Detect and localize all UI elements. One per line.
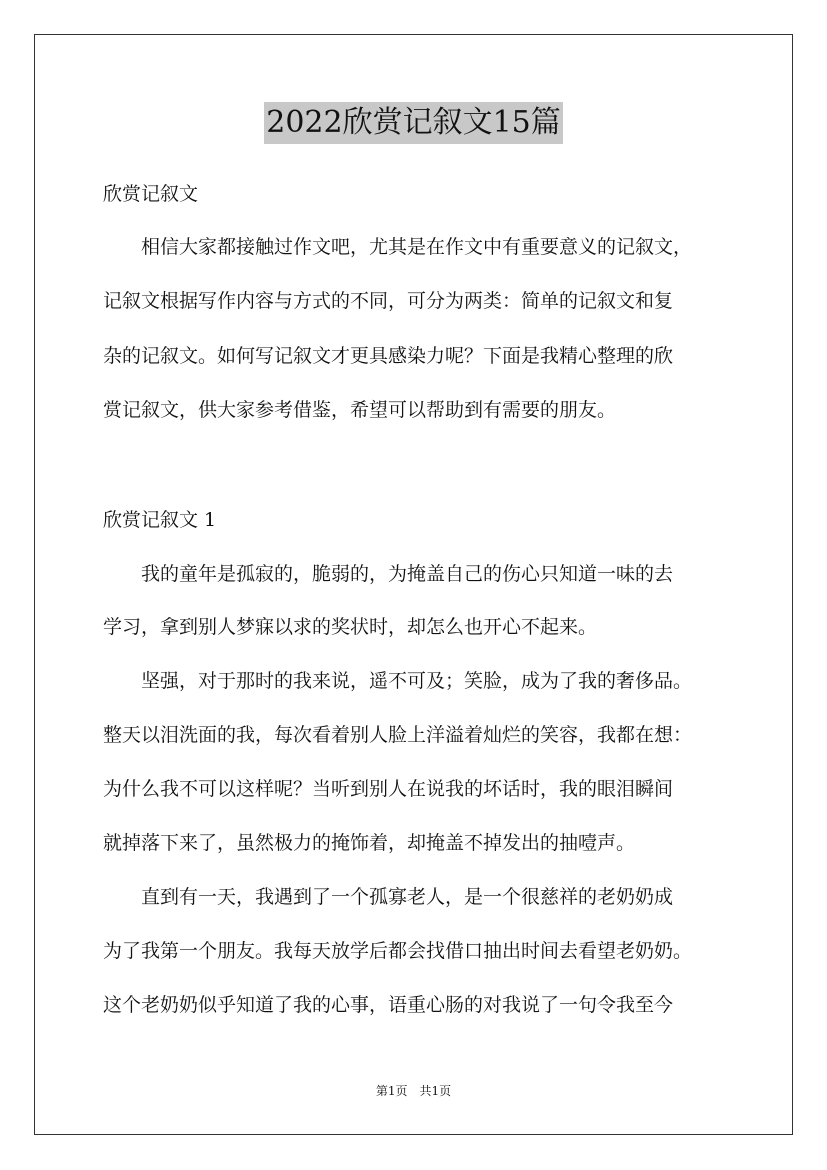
document-title: 2022欣赏记叙文15篇 [264,102,563,144]
paragraph-line: 相信大家都接触过作文吧，尤其是在作文中有重要意义的记叙文， [103,236,693,258]
paragraph-line: 为什么我不可以这样呢？当听到别人在说我的坏话时，我的眼泪瞬间 [103,778,674,800]
title-container [0,102,827,144]
paragraph-line: 为了我第一个朋友。我每天放学后都会找借口抽出时间去看望老奶奶。 [103,940,693,962]
paragraph-line: 坚强，对于那时的我来说，遥不可及；笑脸，成为了我的奢侈品。 [103,670,693,692]
paragraph-line: 赏记叙文，供大家参考借鉴，希望可以帮助到有需要的朋友。 [103,399,617,421]
paragraph-line: 学习，拿到别人梦寐以求的奖状时，却怎么也开心不起来。 [103,616,598,638]
paragraph-line: 就掉落下来了，虽然极力的掩饰着，却掩盖不掉发出的抽噎声。 [103,832,636,854]
section-heading: 欣赏记叙文 1 [103,509,217,531]
paragraph-line: 杂的记叙文。如何写记叙文才更具感染力呢？下面是我精心整理的欣 [103,345,674,367]
paragraph-line: 记叙文根据写作内容与方式的不同，可分为两类：简单的记叙文和复 [103,290,674,312]
paragraph-line: 整天以泪洗面的我，每次看着别人脸上洋溢着灿烂的笑容，我都在想： [103,724,693,746]
page-footer: 第1页 共1页 [375,1084,452,1098]
paragraph-line: 这个老奶奶似乎知道了我的心事，语重心肠的对我说了一句令我至今 [103,994,674,1016]
section-heading: 欣赏记叙文 [103,183,199,205]
paragraph-line: 我的童年是孤寂的，脆弱的，为掩盖自己的伤心只知道一味的去 [103,563,674,585]
paragraph-line: 直到有一天，我遇到了一个孤寡老人，是一个很慈祥的老奶奶成 [103,886,674,908]
